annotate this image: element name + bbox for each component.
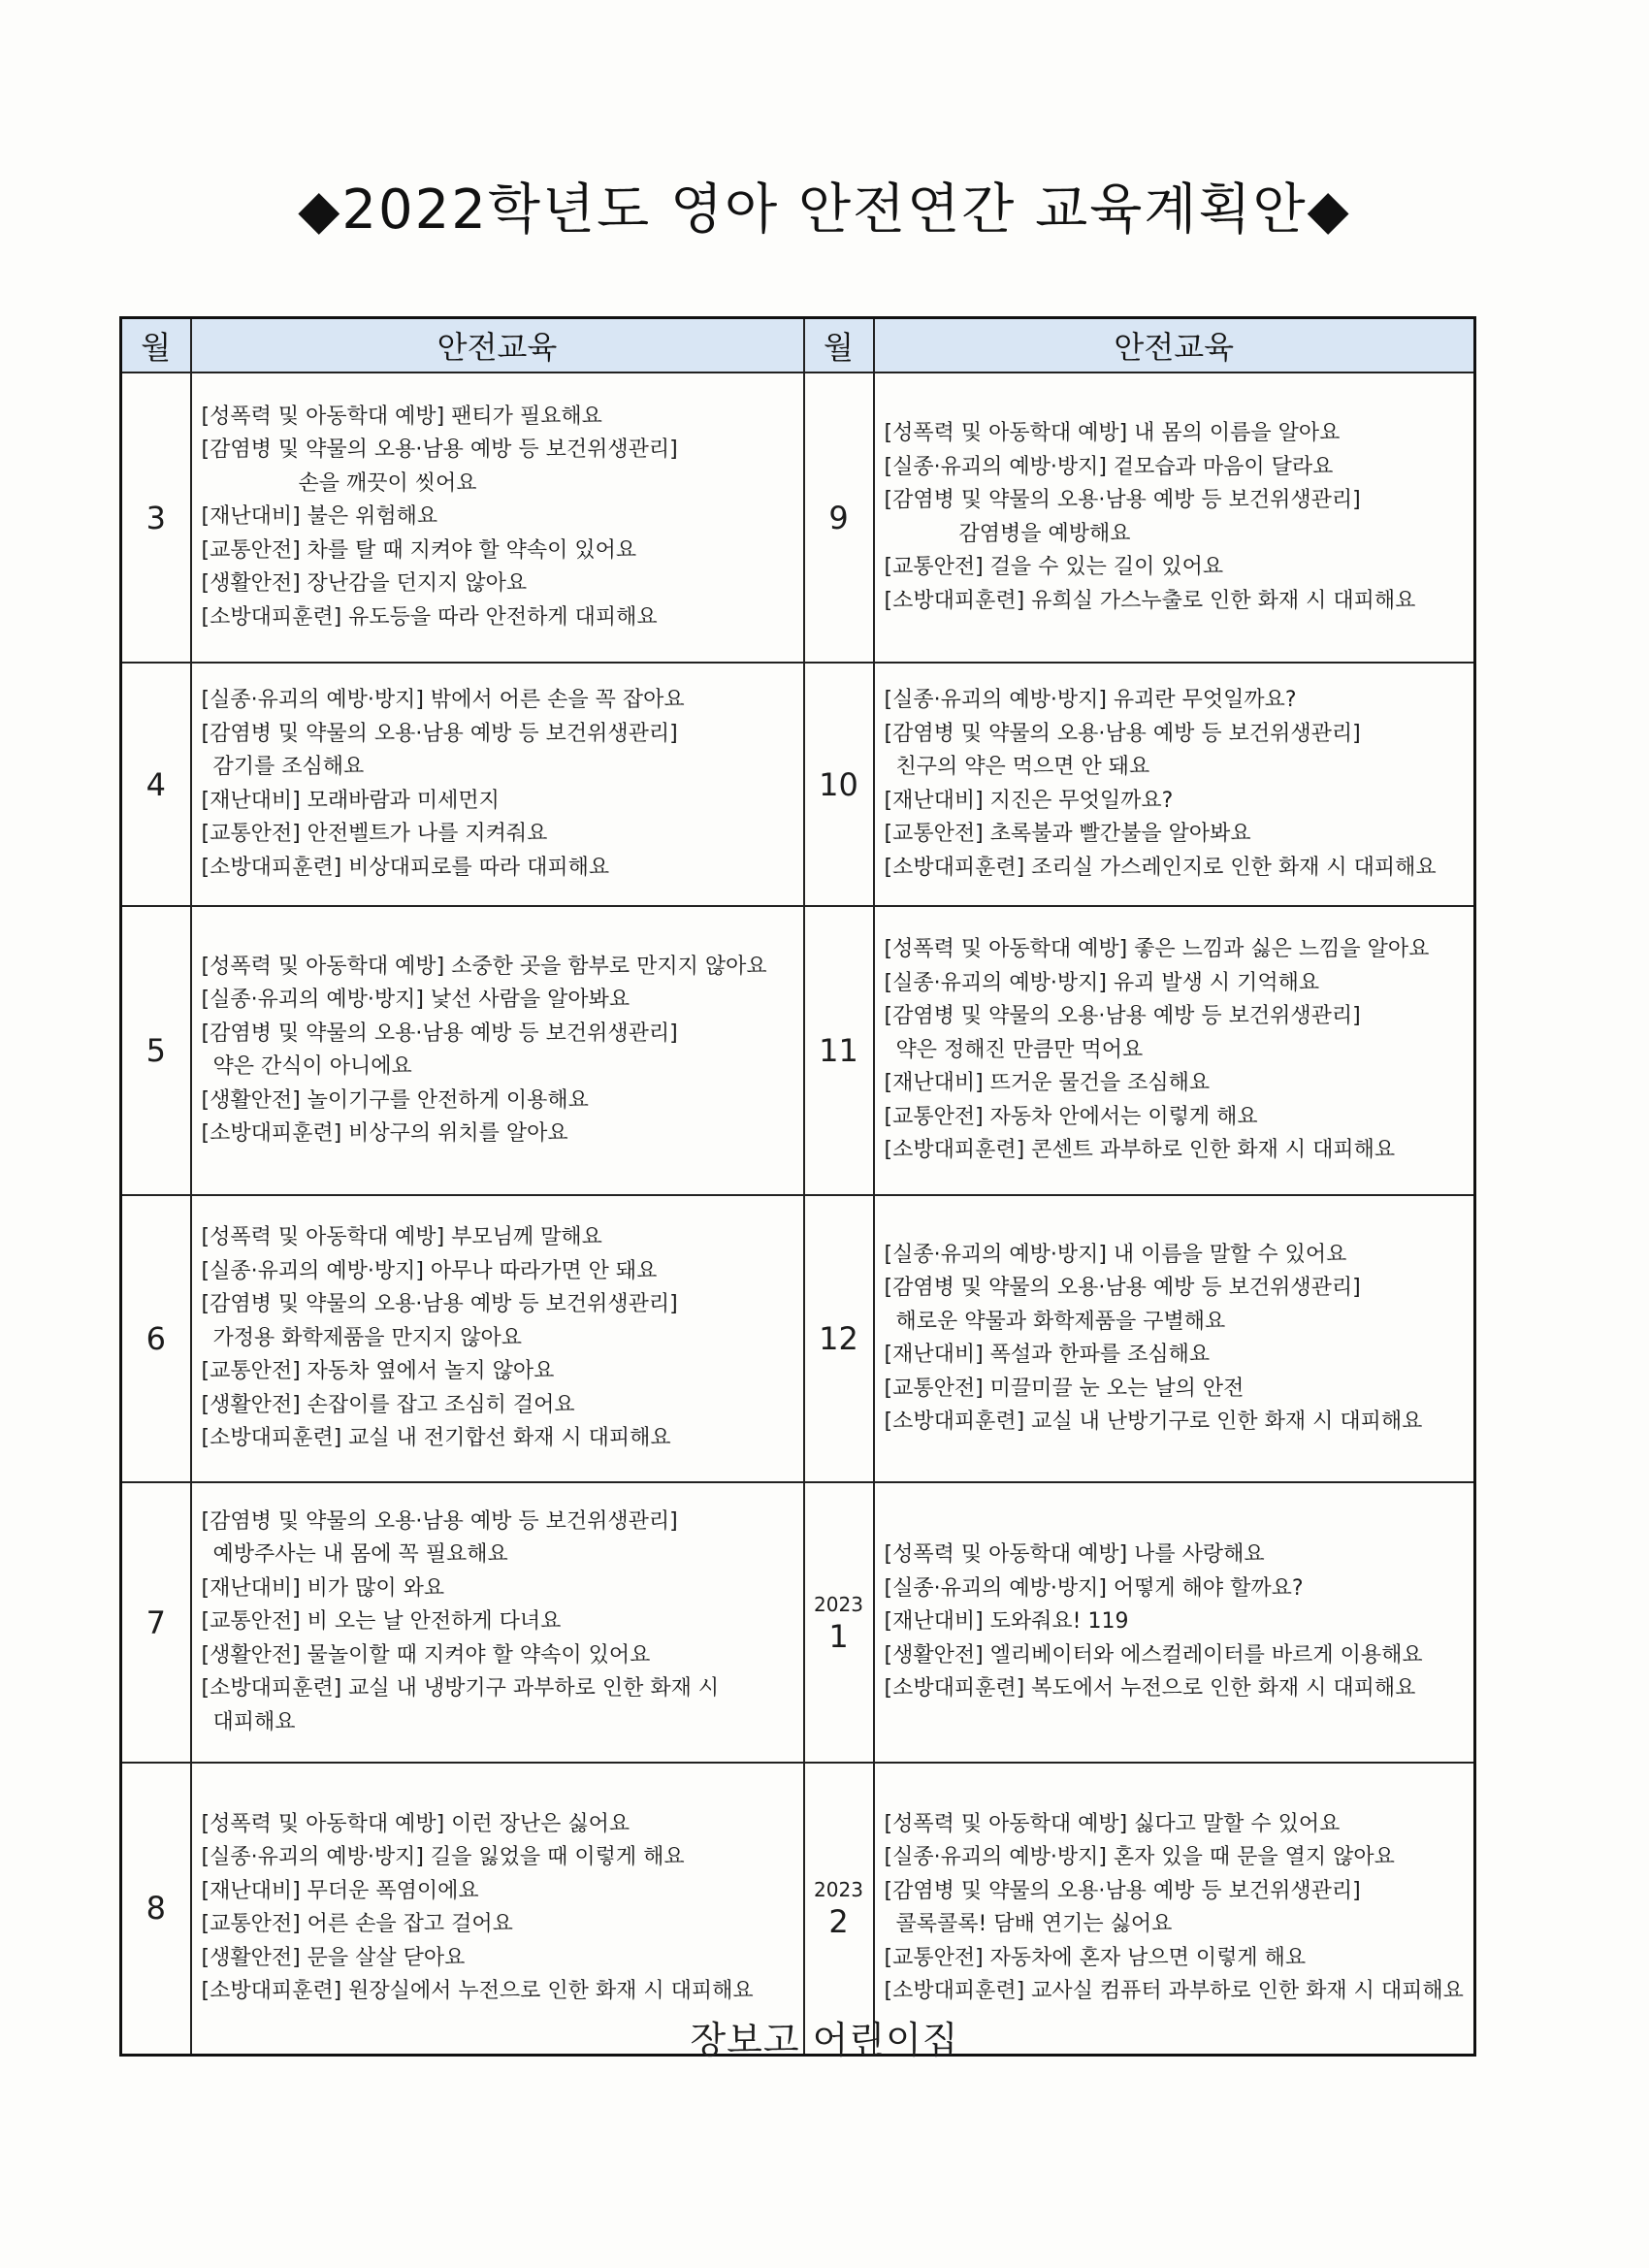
education-item xyxy=(885,1101,1469,1135)
education-item xyxy=(885,1808,1469,1842)
month-cell xyxy=(121,906,191,1195)
education-item-continuation: 친구의 약은 먹으면 안 돼요 xyxy=(895,755,1150,779)
month-cell xyxy=(804,906,874,1195)
education-item-continuation: 예방주사는 내 몸에 꼭 필요해요 xyxy=(212,1542,508,1568)
education-item xyxy=(885,818,1469,852)
education-item-text: [소방대피훈련] 비상대피로를 따라 대피해요 xyxy=(201,855,610,880)
education-cell xyxy=(191,1195,804,1482)
education-item xyxy=(202,1506,797,1572)
education-item-text: [소방대피훈련] 콘센트 과부하로 인한 화재 시 대피해요 xyxy=(884,1138,1396,1163)
education-item xyxy=(885,1672,1469,1706)
education-item xyxy=(202,684,797,718)
month-cell xyxy=(121,373,191,663)
education-item xyxy=(885,1067,1469,1101)
education-item-continuation: 가정용 화학제품을 만지지 않아요 xyxy=(212,1325,523,1350)
education-item-text: [감염병 및 약물의 오용·남용 예방 등 보건위생관리] xyxy=(884,1004,1361,1029)
education-item xyxy=(885,451,1469,485)
month-cell xyxy=(804,373,874,663)
education-item-continuation: 손을 깨끗이 씻어요 xyxy=(298,470,477,496)
education-item xyxy=(885,1875,1469,1942)
education-item xyxy=(885,1539,1469,1572)
month-number: 9 xyxy=(828,499,849,536)
education-cell xyxy=(874,663,1475,906)
education-item xyxy=(202,1572,797,1606)
month-number: 11 xyxy=(819,1032,858,1069)
education-item xyxy=(202,1085,797,1118)
education-item-continuation: 감염병을 예방해요 xyxy=(958,521,1131,546)
month-number: 12 xyxy=(819,1320,858,1357)
education-item xyxy=(885,417,1469,451)
education-item xyxy=(885,1639,1469,1673)
education-item xyxy=(202,401,797,435)
education-item xyxy=(885,933,1469,967)
education-item xyxy=(202,535,797,568)
education-item-text: [감염병 및 약물의 오용·남용 예방 등 보건위생관리] xyxy=(201,721,678,746)
education-cell xyxy=(874,906,1475,1195)
education-item xyxy=(202,1975,797,2009)
education-item xyxy=(885,1841,1469,1875)
education-item xyxy=(885,1373,1469,1407)
education-item-text: [생활안전] 물놀이할 때 지켜야 할 약속이 있어요 xyxy=(201,1642,651,1668)
education-item-text: [소방대피훈련] 교실 내 난방기구로 인한 화재 시 대피해요 xyxy=(884,1409,1423,1434)
month-number: 4 xyxy=(146,765,166,803)
education-item-text: [성폭력 및 아동학대 예방] 소중한 곳을 함부로 만지지 않아요 xyxy=(201,954,767,979)
education-item-text: [감염병 및 약물의 오용·남용 예방 등 보건위생관리] xyxy=(884,1276,1361,1300)
education-item-text: [재난대비] 뜨거운 물건을 조심해요 xyxy=(884,1071,1211,1096)
education-item-text: [소방대피훈련] 유희실 가스누출로 인한 화재 시 대피해요 xyxy=(884,588,1416,613)
education-item xyxy=(202,1808,797,1842)
education-item-text: [재난대비] 비가 많이 와요 xyxy=(201,1575,445,1601)
header-month-left: 월 xyxy=(121,318,191,373)
education-item xyxy=(885,551,1469,585)
education-item-text: [소방대피훈련] 조리실 가스레인지로 인한 화재 시 대피해요 xyxy=(884,855,1437,880)
education-item xyxy=(202,1942,797,1976)
month-number: 3 xyxy=(146,499,166,536)
education-item-text: [생활안전] 손잡이를 잡고 조심히 걸어요 xyxy=(201,1392,575,1417)
education-cell xyxy=(874,1195,1475,1482)
education-item xyxy=(885,1272,1469,1339)
education-item xyxy=(202,852,797,886)
education-item-text: [실종·유괴의 예방·방지] 밖에서 어른 손을 꼭 잡아요 xyxy=(201,688,685,712)
education-item-text: [실종·유괴의 예방·방지] 내 이름을 말할 수 있어요 xyxy=(884,1242,1347,1267)
education-item-text: [성폭력 및 아동학대 예방] 좋은 느낌과 싫은 느낌을 알아요 xyxy=(884,937,1430,962)
education-item-text: [성폭력 및 아동학대 예방] 싫다고 말할 수 있어요 xyxy=(884,1811,1341,1836)
table-header-row xyxy=(121,318,1475,373)
education-item-text: [감염병 및 약물의 오용·남용 예방 등 보건위생관리] xyxy=(201,1508,678,1534)
education-item-text: [교통안전] 자동차 옆에서 놀지 않아요 xyxy=(201,1359,555,1384)
education-item-text: [재난대비] 지진은 무엇일까요? xyxy=(884,788,1174,813)
education-item-text: [생활안전] 놀이기구를 안전하게 이용해요 xyxy=(201,1087,589,1113)
education-item xyxy=(202,567,797,601)
education-item xyxy=(202,1908,797,1942)
month-cell xyxy=(804,1482,874,1763)
education-item-text: [감염병 및 약물의 오용·남용 예방 등 보건위생관리] xyxy=(201,1021,678,1046)
education-item-text: [소방대피훈련] 복도에서 누전으로 인한 화재 시 대피해요 xyxy=(884,1676,1416,1701)
year-label: 2023 xyxy=(814,1592,863,1616)
education-item-text: [감염병 및 약물의 오용·남용 예방 등 보건위생관리] xyxy=(884,1878,1361,1903)
education-item xyxy=(202,1389,797,1423)
education-item-text: [교통안전] 차를 탈 때 지켜야 할 약속이 있어요 xyxy=(201,537,637,563)
education-item xyxy=(202,1255,797,1289)
education-item-text: [생활안전] 장난감을 던지지 않아요 xyxy=(201,571,528,597)
education-item-text: [재난대비] 도와줘요! 119 xyxy=(884,1609,1129,1635)
education-item-continuation: 대피해요 xyxy=(212,1709,296,1734)
education-item xyxy=(202,501,797,535)
education-item xyxy=(885,1000,1469,1067)
education-item-text: [감염병 및 약물의 오용·남용 예방 등 보건위생관리] xyxy=(201,1292,678,1317)
education-item xyxy=(202,1221,797,1255)
education-cell xyxy=(191,906,804,1195)
education-item xyxy=(202,718,797,785)
education-item-text: [실종·유괴의 예방·방지] 길을 잃었을 때 이렇게 해요 xyxy=(201,1845,685,1870)
education-cell xyxy=(191,1482,804,1763)
education-item xyxy=(202,434,797,501)
education-item xyxy=(202,1875,797,1909)
education-item-text: [실종·유괴의 예방·방지] 혼자 있을 때 문을 열지 않아요 xyxy=(884,1845,1395,1870)
month-number: 8 xyxy=(146,1890,166,1928)
education-item-text: [실종·유괴의 예방·방지] 낯선 사람을 알아봐요 xyxy=(201,988,630,1012)
education-item-text: [소방대피훈련] 교사실 컴퓨터 과부하로 인한 화재 시 대피해요 xyxy=(884,1979,1464,2004)
education-item-text: [교통안전] 초록불과 빨간불을 알아봐요 xyxy=(884,822,1251,846)
education-item xyxy=(202,601,797,635)
education-item-text: [교통안전] 안전벨트가 나를 지켜줘요 xyxy=(201,822,548,846)
education-item xyxy=(202,1422,797,1456)
education-cell xyxy=(874,373,1475,663)
education-item-text: [소방대피훈련] 비상구의 위치를 알아요 xyxy=(201,1121,568,1146)
month-cell xyxy=(121,1482,191,1763)
education-item-continuation: 약은 간식이 아니에요 xyxy=(212,1054,412,1079)
month-number: 2 xyxy=(828,1903,849,1941)
education-item xyxy=(202,1841,797,1875)
education-item-text: [교통안전] 걸을 수 있는 길이 있어요 xyxy=(884,555,1224,579)
education-item-text: [재난대비] 무더운 폭염이에요 xyxy=(201,1878,479,1903)
education-item-text: [실종·유괴의 예방·방지] 어떻게 해야 할까요? xyxy=(884,1575,1304,1601)
institution-name: 장보고 어린이집 xyxy=(690,2019,959,2061)
education-item-text: [교통안전] 자동차에 혼자 남으면 이렇게 해요 xyxy=(884,1945,1307,1970)
education-item xyxy=(202,951,797,985)
education-item-text: [소방대피훈련] 교실 내 냉방기구 과부하로 인한 화재 시 xyxy=(201,1676,720,1701)
education-item-text: [재난대비] 모래바람과 미세먼지 xyxy=(201,788,500,813)
education-item xyxy=(202,1288,797,1355)
education-item-text: [교통안전] 자동차 안에서는 이렇게 해요 xyxy=(884,1104,1258,1129)
table-row xyxy=(121,906,1475,1195)
education-item-text: [실종·유괴의 예방·방지] 아무나 따라가면 안 돼요 xyxy=(201,1258,658,1283)
education-item xyxy=(885,1942,1469,1976)
education-item-text: [감염병 및 약물의 오용·남용 예방 등 보건위생관리] xyxy=(884,488,1361,512)
education-item-text: [성폭력 및 아동학대 예방] 내 몸의 이름을 알아요 xyxy=(884,421,1341,445)
education-item-text: [소방대피훈련] 원장실에서 누전으로 인한 화재 시 대피해요 xyxy=(201,1979,754,2004)
header-month-right: 월 xyxy=(804,318,874,373)
month-cell xyxy=(804,663,874,906)
month-number: 6 xyxy=(146,1320,166,1357)
education-item-text: [교통안전] 미끌미끌 눈 오는 날의 안전 xyxy=(884,1376,1245,1401)
education-cell xyxy=(191,373,804,663)
education-item xyxy=(885,1605,1469,1639)
education-item-text: [재난대비] 폭설과 한파를 조심해요 xyxy=(884,1343,1211,1367)
education-item xyxy=(885,785,1469,819)
education-item-text: [성폭력 및 아동학대 예방] 팬티가 필요해요 xyxy=(201,404,602,429)
education-item xyxy=(202,1639,797,1673)
education-item xyxy=(885,1975,1469,2009)
education-item-continuation: 약은 정해진 만큼만 먹어요 xyxy=(895,1037,1144,1062)
education-item xyxy=(202,1355,797,1389)
table-body xyxy=(121,373,1475,2055)
year-label: 2023 xyxy=(814,1878,863,1902)
education-item xyxy=(885,718,1469,785)
education-item-text: [재난대비] 불은 위험해요 xyxy=(201,504,438,530)
education-item-text: [성폭력 및 아동학대 예방] 이런 장난은 싫어요 xyxy=(201,1811,630,1836)
header-education-left: 안전교육 xyxy=(191,318,804,373)
education-item xyxy=(885,1339,1469,1373)
education-item-text: [성폭력 및 아동학대 예방] 부모님께 말해요 xyxy=(201,1225,602,1250)
education-item-text: [실종·유괴의 예방·방지] 유괴란 무엇일까요? xyxy=(884,688,1297,712)
header-education-right: 안전교육 xyxy=(874,318,1475,373)
table-row xyxy=(121,1482,1475,1763)
education-item-continuation: 감기를 조심해요 xyxy=(212,755,365,779)
education-item-text: [생활안전] 엘리베이터와 에스컬레이터를 바르게 이용해요 xyxy=(884,1642,1423,1668)
education-item xyxy=(202,984,797,1018)
safety-plan-table xyxy=(119,316,1476,2057)
month-cell xyxy=(121,663,191,906)
education-item xyxy=(885,852,1469,886)
education-item xyxy=(885,684,1469,718)
month-number: 10 xyxy=(819,765,858,803)
education-item xyxy=(885,1406,1469,1440)
education-item-continuation: 콜록콜록! 담배 연기는 싫어요 xyxy=(895,1912,1173,1937)
month-number: 5 xyxy=(146,1032,166,1069)
education-item-continuation: 해로운 약물과 화학제품을 구별해요 xyxy=(895,1309,1226,1334)
table-row xyxy=(121,1195,1475,1482)
education-item-text: [교통안전] 비 오는 날 안전하게 다녀요 xyxy=(201,1609,562,1635)
education-item xyxy=(885,1134,1469,1168)
education-item xyxy=(202,818,797,852)
education-item-text: [실종·유괴의 예방·방지] 겉모습과 마음이 달라요 xyxy=(884,454,1334,479)
education-item xyxy=(202,1605,797,1639)
education-item xyxy=(202,1018,797,1085)
education-item xyxy=(202,1672,797,1739)
education-item xyxy=(202,1118,797,1151)
table-row xyxy=(121,373,1475,663)
education-item-text: [생활안전] 문을 살살 닫아요 xyxy=(201,1945,466,1970)
education-item-text: [감염병 및 약물의 오용·남용 예방 등 보건위생관리] xyxy=(201,437,678,463)
education-item-text: [감염병 및 약물의 오용·남용 예방 등 보건위생관리] xyxy=(884,721,1361,746)
month-cell xyxy=(804,1195,874,1482)
education-item xyxy=(885,1572,1469,1606)
education-item xyxy=(202,785,797,819)
education-item xyxy=(885,967,1469,1001)
education-item-text: [교통안전] 어른 손을 잡고 걸어요 xyxy=(201,1912,513,1937)
education-item-text: [성폭력 및 아동학대 예방] 나를 사랑해요 xyxy=(884,1542,1265,1568)
table-row xyxy=(121,663,1475,906)
education-item xyxy=(885,1239,1469,1273)
education-item-text: [소방대피훈련] 유도등을 따라 안전하게 대피해요 xyxy=(201,604,658,630)
education-item xyxy=(885,484,1469,551)
month-number: 1 xyxy=(828,1617,849,1655)
education-item xyxy=(885,585,1469,619)
education-item-text: [실종·유괴의 예방·방지] 유괴 발생 시 기억해요 xyxy=(884,970,1320,995)
month-number: 7 xyxy=(146,1604,166,1641)
page-title: ◆2022학년도 영아 안전연간 교육계획안◆ xyxy=(298,178,1351,242)
education-cell xyxy=(874,1482,1475,1763)
month-cell xyxy=(121,1195,191,1482)
education-cell xyxy=(191,663,804,906)
education-item-text: [소방대피훈련] 교실 내 전기합선 화재 시 대피해요 xyxy=(201,1426,671,1451)
